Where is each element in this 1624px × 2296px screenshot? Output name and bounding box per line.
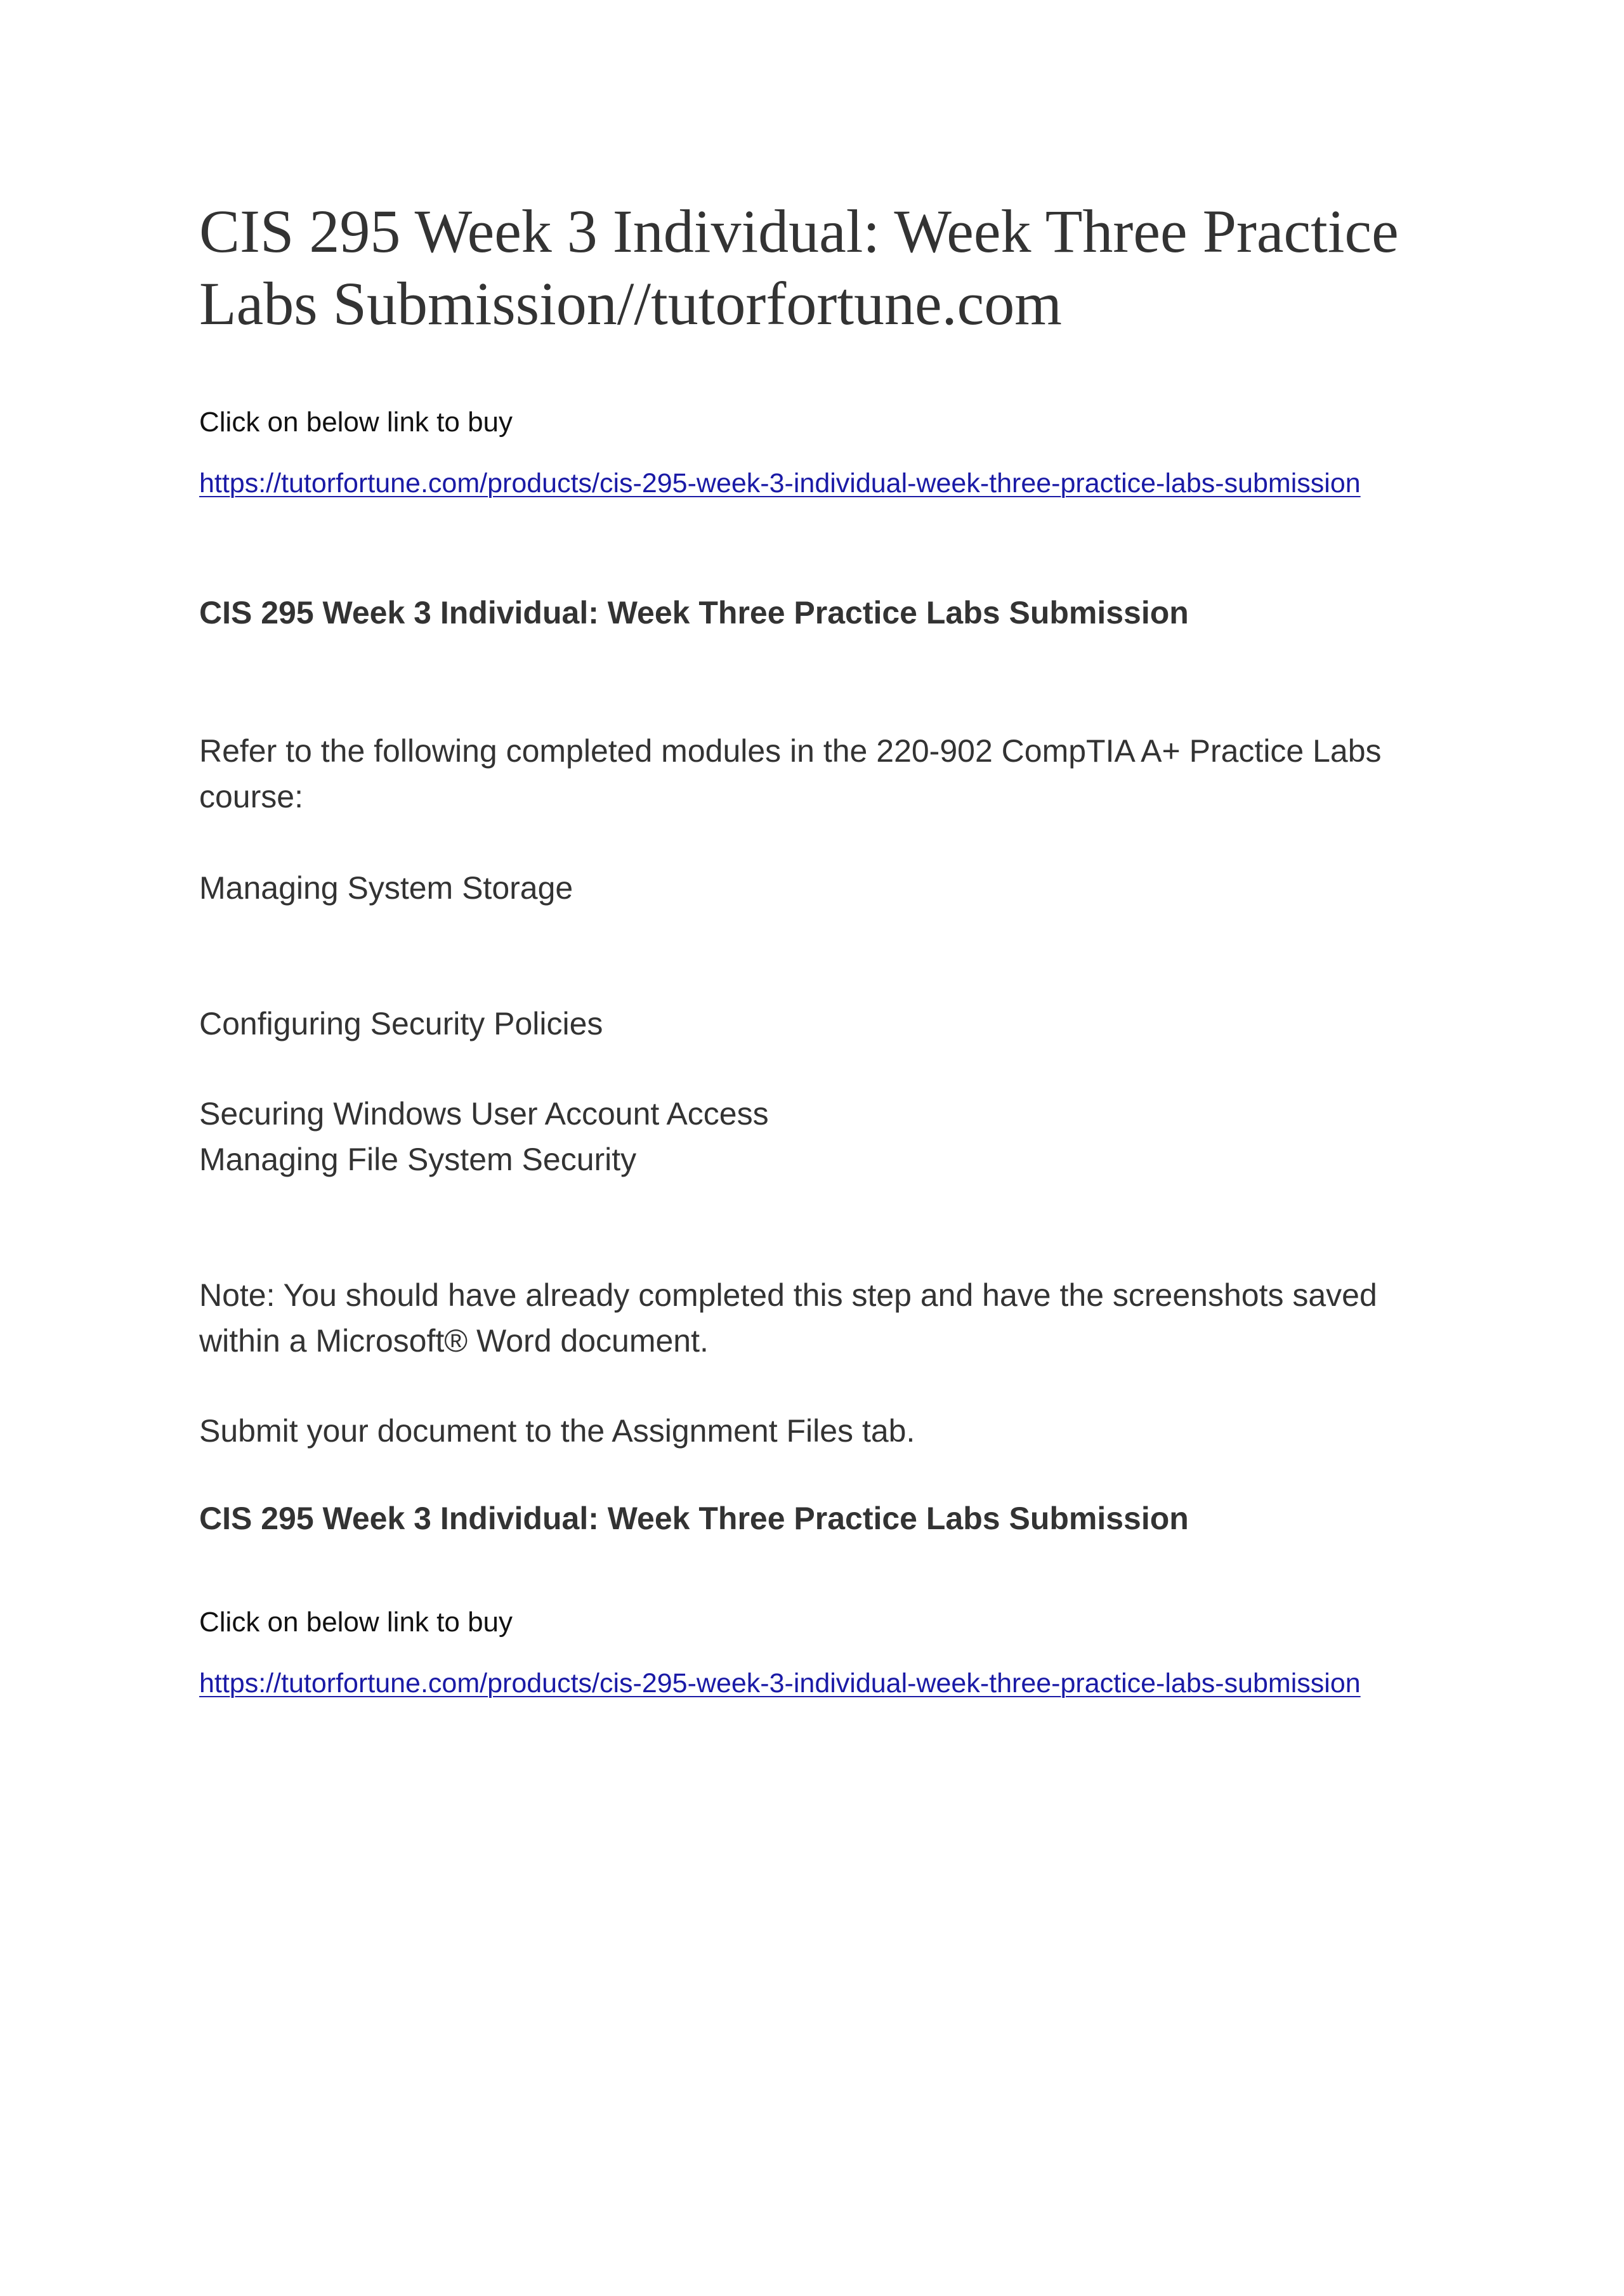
subheading-bottom: CIS 295 Week 3 Individual: Week Three Practice Labs Submission xyxy=(199,1501,1189,1536)
module-item: Securing Windows User Account Access xyxy=(199,1096,769,1132)
buy-prompt-bottom: Click on below link to buy xyxy=(199,1607,513,1638)
buy-link-top[interactable]: https://tutorfortune.com/products/cis-295-week-3-individual-week-three-practice-labs-submission xyxy=(199,468,1361,499)
note-paragraph: Note: You should have already completed this step and have the screenshots saved within a Microsoft® Word document. xyxy=(199,1277,1377,1359)
module-item: Managing File System Security xyxy=(199,1142,637,1177)
module-item: Configuring Security Policies xyxy=(199,1006,603,1041)
document-title: CIS 295 Week 3 Individual: Week Three Practice Labs Submission//tutorfortune.com xyxy=(199,197,1399,337)
buy-link-bottom[interactable]: https://tutorfortune.com/products/cis-295-week-3-individual-week-three-practice-labs-submission xyxy=(199,1668,1361,1699)
module-item: Managing System Storage xyxy=(199,870,573,906)
buy-prompt-top: Click on below link to buy xyxy=(199,407,513,438)
intro-paragraph: Refer to the following completed modules in the 220-902 CompTIA A+ Practice Labs course: xyxy=(199,733,1382,814)
subheading-top: CIS 295 Week 3 Individual: Week Three Practice Labs Submission xyxy=(199,595,1189,630)
submit-instruction: Submit your document to the Assignment Files tab. xyxy=(199,1413,915,1449)
